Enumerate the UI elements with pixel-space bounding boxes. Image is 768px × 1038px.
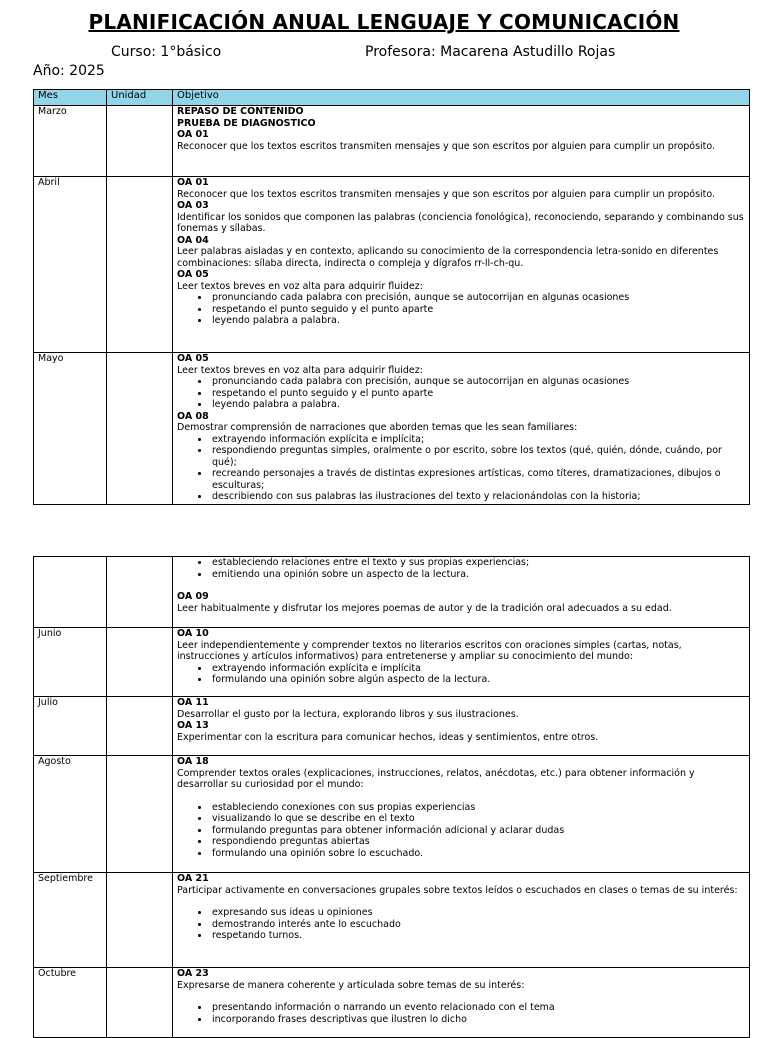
objetivo-cell [173, 697, 750, 756]
bullet-list [177, 376, 745, 411]
table-row-octubre [34, 968, 750, 1038]
mes-cell [34, 557, 107, 628]
objetivo-cell [173, 968, 750, 1038]
list-item: • respondiendo preguntas simples, oralmente o por escrito, sobre los textos (qué, quién, dónde, cuándo, por qué); [210, 445, 745, 468]
unidad-cell [107, 697, 173, 756]
oa-code: OA 05 [177, 269, 209, 280]
table-row-marzo [34, 106, 750, 177]
column-header-objetivo: Objetivo [173, 90, 750, 106]
mes-cell: Abril [34, 177, 107, 353]
list-item: • pronunciando cada palabra con precisión, aunque se autocorrijan en algunas ocasiones [210, 376, 745, 388]
bullet-list [177, 292, 745, 327]
table-row-continuation [34, 557, 750, 628]
list-item: • extrayendo información explícita e implícita [210, 663, 745, 675]
unidad-cell [107, 353, 173, 505]
list-item: • respetando turnos. [210, 930, 745, 942]
mes-cell: Mayo [34, 353, 107, 505]
oa-code: OA 01 [177, 129, 209, 140]
mes-cell: Julio [34, 697, 107, 756]
column-header-unidad: Unidad [107, 90, 173, 106]
oa-text: Desarrollar el gusto por la lectura, explorando libros y sus ilustraciones. [177, 708, 519, 720]
unidad-cell [107, 106, 173, 177]
oa-code: OA 08 [177, 410, 209, 422]
column-header-mes: Mes [34, 90, 107, 106]
objetivo-cell [173, 628, 750, 697]
oa-code: OA 05 [177, 353, 209, 364]
unidad-cell [107, 628, 173, 697]
oa-code: OA 09 [177, 591, 209, 602]
table-row-julio [34, 697, 750, 756]
mes-cell: Junio [34, 628, 107, 697]
oa-text: Reconocer que los textos escritos transmiten mensajes y que son escritos por alguien para cumplir un propósito. [177, 140, 716, 152]
list-item: • expresando sus ideas u opiniones [210, 907, 745, 919]
oa-code: OA 18 [177, 756, 209, 767]
list-item: • formulando preguntas para obtener información adicional y aclarar dudas [210, 825, 745, 837]
bullet-list [177, 663, 745, 686]
bullet-list [177, 802, 745, 860]
unidad-cell [107, 177, 173, 353]
unidad-cell [107, 968, 173, 1038]
list-item: • presentando información o narrando un evento relacionado con el tema [210, 1002, 745, 1014]
plan-table-page-1 [33, 89, 750, 505]
objetivo-cell [173, 106, 750, 177]
objetivo-cell [173, 557, 750, 628]
list-item: • emitiendo una opinión sobre un aspecto de la lectura. [210, 569, 745, 581]
oa-text: Expresarse de manera coherente y articulada sobre temas de su interés: [177, 979, 525, 991]
unidad-cell [107, 756, 173, 873]
table-row-junio [34, 628, 750, 697]
oa-text: Participar activamente en conversaciones grupales sobre textos leídos o escuchados en clases o temas de su interés: [177, 884, 738, 896]
oa-text: Leer palabras aisladas y en contexto, aplicando su conocimiento de la correspondencia letra-sonido en diferentes combinaciones: sílaba directa, indirecta o compleja y dígrafos rr-ll-ch-qu. [177, 246, 719, 269]
oa-text: Identificar los sonidos que componen las palabras (conciencia fonológica), reconociendo, separando y combinando sus fonemas y sílabas. [177, 211, 744, 234]
profesora-label: Profesora: Macarena Astudillo Rojas [365, 44, 616, 60]
oa-code: OA 13 [177, 720, 209, 731]
unidad-cell [107, 557, 173, 628]
list-item: • respetando el punto seguido y el punto aparte [210, 388, 745, 400]
oa-code: OA 03 [177, 200, 209, 211]
list-item: • leyendo palabra a palabra. [210, 399, 745, 411]
page-title: PLANIFICACIÓN ANUAL LENGUAJE Y COMUNICACIÓN [88, 10, 680, 34]
oa-code: OA 23 [177, 968, 209, 979]
objetivo-cell [173, 353, 750, 505]
bullet-list [177, 434, 745, 503]
table-header-row [34, 90, 750, 106]
list-item: • demostrando interés ante lo escuchado [210, 919, 745, 931]
list-item: • incorporando frases descriptivas que ilustren lo dicho [210, 1014, 745, 1026]
oa-text: Comprender textos orales (explicaciones, instrucciones, relatos, anécdotas, etc.) para obtener información y desarrollar su curiosidad por el mundo: [177, 767, 695, 790]
section-heading: REPASO DE CONTENIDO [177, 106, 304, 117]
anio-label: Año: 2025 [33, 63, 105, 79]
objetivo-cell [173, 177, 750, 353]
table-row-abril [34, 177, 750, 353]
oa-code: OA 04 [177, 234, 209, 246]
list-item: • respondiendo preguntas abiertas [210, 836, 745, 848]
bullet-list [177, 1002, 745, 1025]
oa-code: OA 21 [177, 873, 209, 884]
oa-code: OA 11 [177, 697, 209, 708]
objetivo-cell [173, 873, 750, 968]
table-row-septiembre [34, 873, 750, 968]
oa-code: OA 01 [177, 177, 209, 188]
oa-code: OA 10 [177, 628, 209, 639]
mes-cell: Agosto [34, 756, 107, 873]
oa-text: Demostrar comprensión de narraciones que aborden temas que les sean familiares: [177, 422, 578, 433]
plan-table-page-2 [33, 556, 750, 1038]
objetivo-cell [173, 756, 750, 873]
list-item: • estableciendo relaciones entre el texto y sus propias experiencias; [210, 557, 745, 569]
list-item: • describiendo con sus palabras las ilustraciones del texto y relacionándolas con la historia; [210, 491, 745, 503]
oa-text: Experimentar con la escritura para comunicar hechos, ideas y sentimientos, entre otros. [177, 731, 599, 743]
list-item: • formulando una opinión sobre lo escuchado. [210, 848, 745, 860]
list-item: • pronunciando cada palabra con precisión, aunque se autocorrijan en algunas ocasiones [210, 292, 745, 304]
table-row-mayo [34, 353, 750, 505]
oa-text: Leer habitualmente y disfrutar los mejores poemas de autor y de la tradición oral adecuados a su edad. [177, 602, 672, 614]
mes-cell: Octubre [34, 968, 107, 1038]
list-item: • recreando personajes a través de distintas expresiones artísticas, como títeres, dramatizaciones, dibujos o esculturas; [210, 468, 745, 491]
table-row-agosto [34, 756, 750, 873]
bullet-list [177, 557, 745, 580]
oa-text: Leer textos breves en voz alta para adquirir fluidez: [177, 364, 423, 376]
oa-text: Leer textos breves en voz alta para adquirir fluidez: [177, 280, 423, 292]
mes-cell: Septiembre [34, 873, 107, 968]
list-item: • extrayendo información explícita e implícita; [210, 434, 745, 446]
section-heading: PRUEBA DE DIAGNOSTICO [177, 117, 316, 129]
list-item: • estableciendo conexiones con sus propias experiencias [210, 802, 745, 814]
mes-cell: Marzo [34, 106, 107, 177]
list-item: • respetando el punto seguido y el punto aparte [210, 304, 745, 316]
curso-label: Curso: 1°básico [111, 44, 222, 60]
oa-text: Leer independientemente y comprender textos no literarios escritos con oraciones simples (cartas, notas, instrucciones y artículos informativos) para entretenerse y ampliar su conocimiento del mundo: [177, 639, 682, 662]
list-item: • leyendo palabra a palabra. [210, 315, 745, 327]
oa-text: Reconocer que los textos escritos transmiten mensajes y que son escritos por alguien para cumplir un propósito. [177, 188, 716, 200]
bullet-list [177, 907, 745, 942]
list-item: • formulando una opinión sobre algún aspecto de la lectura. [210, 674, 745, 686]
list-item: • visualizando lo que se describe en el texto [210, 813, 745, 825]
unidad-cell [107, 873, 173, 968]
